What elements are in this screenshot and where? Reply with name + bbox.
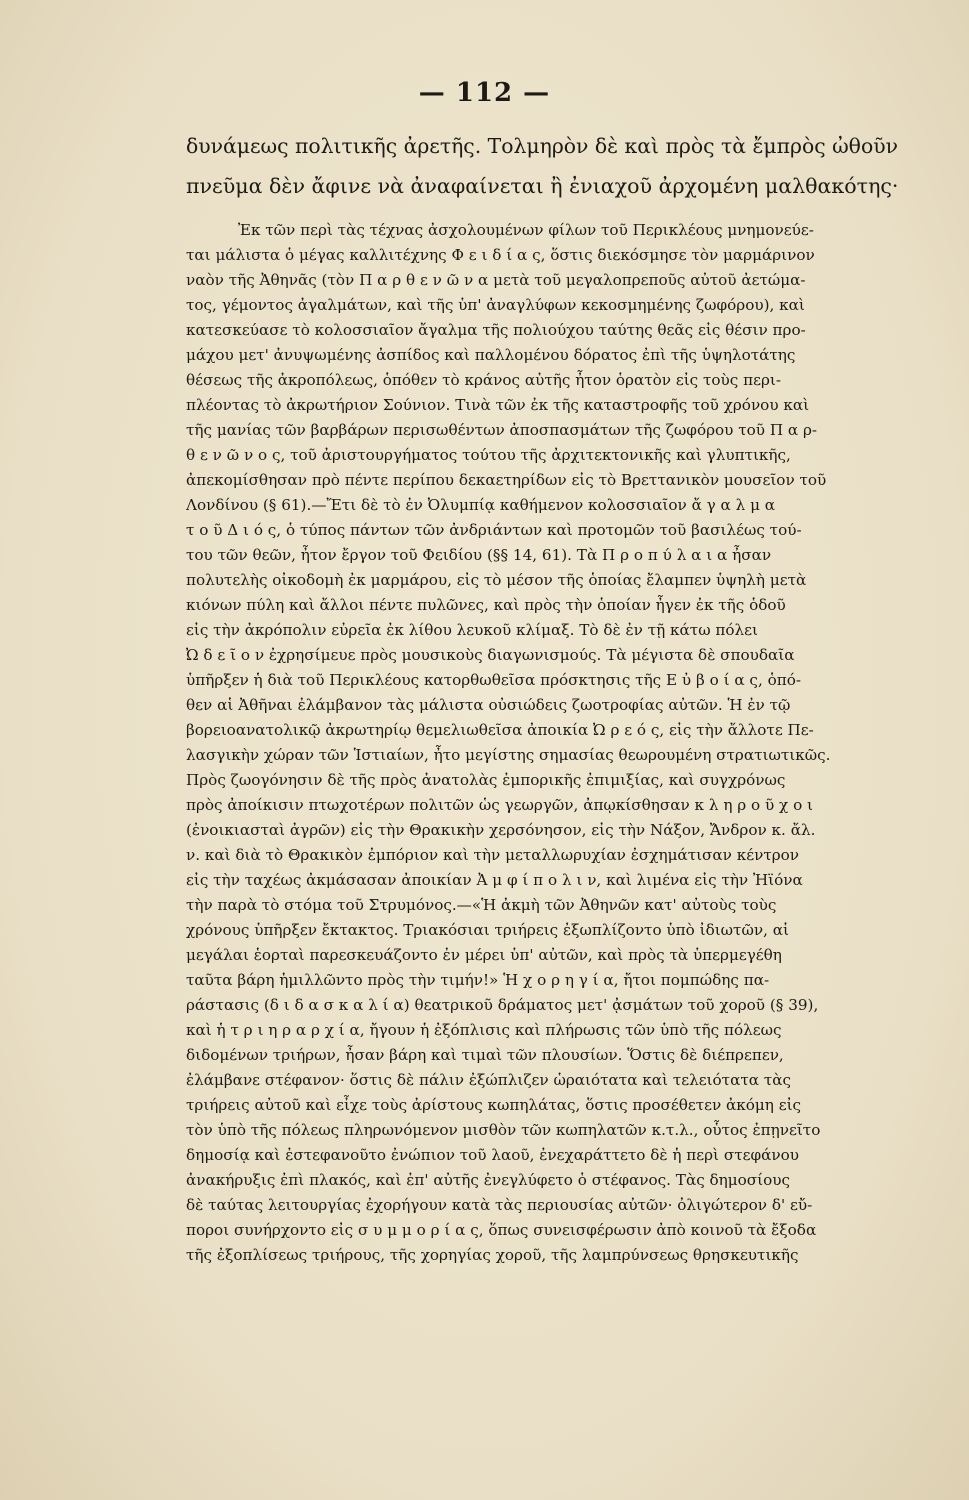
body-line: μάχου μετ' ἀνυψωμένης ἀσπίδος καὶ παλλομένου δόρατος ἐπὶ τῆς ὑψηλοτάτης xyxy=(186,346,796,364)
body-line: τὸν ὑπὸ τῆς πόλεως πληρωνόμενον μισθὸν τῶν κωπηλατῶν κ.τ.λ., οὗτος ἐπῃνεῖτο xyxy=(186,1121,821,1139)
body-line: ποροι συνήρχοντο εἰς σ υ μ μ ο ρ ί α ς, ὅπως συνεισφέρωσιν ἀπὸ κοινοῦ τὰ ἔξοδα xyxy=(186,1221,817,1239)
body-line: ναὸν τῆς Ἀθηνᾶς (τὸν Π α ρ θ ε ν ῶ ν α μετὰ τοῦ μεγαλοπρεποῦς αὐτοῦ ἀετώμα- xyxy=(186,271,806,289)
body-line: ὑπῆρξεν ἡ διὰ τοῦ Περικλέους κατορθωθεῖσα πρόσκτησις τῆς Ε ὐ β ο ί α ς, ὁπό- xyxy=(186,671,801,689)
body-line: κατεσκεύασε τὸ κολοσσιαῖον ἄγαλμα τῆς πολιούχου ταύτης θεᾶς εἰς θέσιν προ- xyxy=(186,321,806,339)
body-line: Λονδίνου (§ 61).—Ἔτι δὲ τὸ ἐν Ὀλυμπίᾳ καθήμενον κολοσσιαῖον ἄ γ α λ μ α xyxy=(186,496,776,514)
body-line: (ἐνοικιασταὶ ἀγρῶν) εἰς τὴν Θρακικὴν χερσόνησον, εἰς τὴν Νάξον, Ἄνδρον κ. ἄλ. xyxy=(186,821,816,839)
body-line: Πρὸς ζωογόνησιν δὲ τῆς πρὸς ἀνατολὰς ἐμπορικῆς ἐπιμιξίας, καὶ συγχρόνως xyxy=(186,771,786,789)
body-text xyxy=(186,218,874,1293)
body-line: Ἐκ τῶν περὶ τὰς τέχνας ἀσχολουμένων φίλων τοῦ Περικλέους μνημονεύε- xyxy=(238,221,814,239)
body-line: καὶ ἡ τ ρ ι η ρ α ρ χ ί α, ἤγουν ἡ ἐξόπλισις καὶ πλήρωσις τῶν ὑπὸ τῆς πόλεως xyxy=(186,1021,782,1039)
body-line: θέσεως τῆς ἀκροπόλεως, ὁπόθεν τὸ κράνος αὐτῆς ἦτον ὁρατὸν εἰς τοὺς περι- xyxy=(186,371,781,389)
intro-text xyxy=(186,126,906,206)
body-line: ν. καὶ διὰ τὸ Θρακικὸν ἐμπόριον καὶ τὴν μεταλλωρυχίαν ἐσχημάτισαν κέντρον xyxy=(186,846,800,864)
body-line: εἰς τὴν ταχέως ἀκμάσασαν ἀποικίαν Ἀ μ φ ί π ο λ ι ν, καὶ λιμένα εἰς τὴν Ἠϊόνα xyxy=(186,871,803,889)
body-line: ται μάλιστα ὁ μέγας καλλιτέχνης Φ ε ι δ ί α ς, ὅστις διεκόσμησε τὸν μαρμάρινον xyxy=(186,246,815,264)
body-line: θεν αἱ Ἀθῆναι ἐλάμβανον τὰς μάλιστα οὐσιώδεις ζωοτροφίας αὐτῶν. Ἡ ἐν τῷ xyxy=(186,696,791,714)
body-line: πρὸς ἀποίκισιν πτωχοτέρων πολιτῶν ὡς γεωργῶν, ἀπῳκίσθησαν κ λ η ρ ο ῦ χ ο ι xyxy=(186,796,813,814)
body-line: εἰς τὴν ἀκρόπολιν εὐρεῖα ἐκ λίθου λευκοῦ κλίμαξ. Τὸ δὲ ἐν τῇ κάτω πόλει xyxy=(186,621,758,639)
body-line: τῆς μανίας τῶν βαρβάρων περισωθέντων ἀποσπασμάτων τῆς ζωφόρου τοῦ Π α ρ- xyxy=(186,421,818,439)
body-line: τῆς ἐξοπλίσεως τριήρους, τῆς χορηγίας χοροῦ, τῆς λαμπρύνσεως θρησκευτικῆς xyxy=(186,1246,799,1264)
body-line: ράστασις (δ ι δ α σ κ α λ ί α) θεατρικοῦ δράματος μετ' ᾀσμάτων τοῦ χοροῦ (§ 39), xyxy=(186,996,819,1014)
intro-line: δυνάμεως πολιτικῆς ἀρετῆς. Τολμηρὸν δὲ καὶ πρὸς τὰ ἔμπρὸς ὠθοῦν xyxy=(186,134,898,158)
page-number-header: — 112 — xyxy=(418,78,551,108)
body-line: ἀνακήρυξις ἐπὶ πλακός, καὶ ἐπ' αὐτῆς ἐνεγλύφετο ὁ στέφανος. Τὰς δημοσίους xyxy=(186,1171,790,1189)
body-line: τος, γέμοντος ἀγαλμάτων, καὶ τῆς ὑπ' ἀναγλύφων κεκοσμημένης ζωφόρου), καὶ xyxy=(186,296,805,314)
body-line: τὴν παρὰ τὸ στόμα τοῦ Στρυμόνος.—«Ἡ ἀκμὴ τῶν Ἀθηνῶν κατ' αὐτοὺς τοὺς xyxy=(186,896,777,914)
body-line: θ ε ν ῶ ν ο ς, τοῦ ἀριστουργήματος τούτου τῆς ἀρχιτεκτονικῆς καὶ γλυπτικῆς, xyxy=(186,446,791,464)
body-line: Ὠ δ ε ῖ ο ν ἐχρησίμευε πρὸς μουσικοὺς διαγωνισμούς. Τὰ μέγιστα δὲ σπουδαῖα xyxy=(186,646,795,664)
body-line: βορειοανατολικῷ ἀκρωτηρίῳ θεμελιωθεῖσα ἀποικία Ὠ ρ ε ό ς, εἰς τὴν ἄλλοτε Πε- xyxy=(186,721,814,739)
body-line: ἀπεκομίσθησαν πρὸ πέντε περίπου δεκαετηρίδων εἰς τὸ Βρεττανικὸν μουσεῖον τοῦ xyxy=(186,471,827,489)
body-line xyxy=(186,1268,874,1293)
body-line: λασγικὴν χώραν τῶν Ἱστιαίων, ἦτο μεγίστης σημασίας θεωρουμένη στρατιωτικῶς. xyxy=(186,746,831,764)
body-line: του τῶν θεῶν, ἦτον ἔργον τοῦ Φειδίου (§§ 14, 61). Τὰ Π ρ ο π ύ λ α ι α ἦσαν xyxy=(186,546,772,564)
body-line: τ ο ῦ Δ ι ό ς, ὁ τύπος πάντων τῶν ἀνδριάντων καὶ προτομῶν τοῦ βασιλέως τού- xyxy=(186,521,802,539)
body-line: διδομένων τριήρων, ἦσαν βάρη καὶ τιμαὶ τῶν πλουσίων. Ὅστις δὲ διέπρεπεν, xyxy=(186,1046,784,1064)
body-line: πολυτελὴς οἰκοδομὴ ἐκ μαρμάρου, εἰς τὸ μέσον τῆς ὁποίας ἔλαμπεν ὑψηλὴ μετὰ xyxy=(186,571,807,589)
body-line: ταῦτα βάρη ἡμιλλῶντο πρὸς τὴν τιμήν!» Ἡ χ ο ρ η γ ί α, ἤτοι πομπώδης πα- xyxy=(186,971,770,989)
body-line: χρόνους ὑπῆρξεν ἔκτακτος. Τριακόσιαι τριήρεις ἐξωπλίζοντο ὑπὸ ἰδιωτῶν, αἱ xyxy=(186,921,789,939)
body-line: κιόνων πύλη καὶ ἄλλοι πέντε πυλῶνες, καὶ πρὸς τὴν ὁποίαν ἦγεν ἐκ τῆς ὁδοῦ xyxy=(186,596,786,614)
body-line: δημοσίᾳ καὶ ἐστεφανοῦτο ἐνώπιον τοῦ λαοῦ, ἐνεχαράττετο δὲ ἡ περὶ στεφάνου xyxy=(186,1146,799,1164)
body-line: πλέοντας τὸ ἀκρωτήριον Σούνιον. Τινὰ τῶν ἐκ τῆς καταστροφῆς τοῦ χρόνου καὶ xyxy=(186,396,810,414)
intro-line: πνεῦμα δὲν ἄφινε νὰ ἀναφαίνεται ἢ ἐνιαχοῦ ἀρχομένη μαλθακότης· xyxy=(186,174,899,198)
body-line: μεγάλαι ἑορταὶ παρεσκευάζοντο ἐν μέρει ὑπ' αὐτῶν, καὶ πρὸς τὰ ὑπερμεγέθη xyxy=(186,946,782,964)
body-line: δὲ ταύτας λειτουργίας ἐχορήγουν κατὰ τὰς περιουσίας αὐτῶν· ὀλιγώτερον δ' εὔ- xyxy=(186,1196,813,1214)
body-line: τριήρεις αὐτοῦ καὶ εἶχε τοὺς ἀρίστους κωπηλάτας, ὅστις προσέθετεν ἀκόμη εἰς xyxy=(186,1096,802,1114)
body-line: ἐλάμβανε στέφανον· ὅστις δὲ πάλιν ἐξώπλιζεν ὡραιότατα καὶ τελειότατα τὰς xyxy=(186,1071,791,1089)
